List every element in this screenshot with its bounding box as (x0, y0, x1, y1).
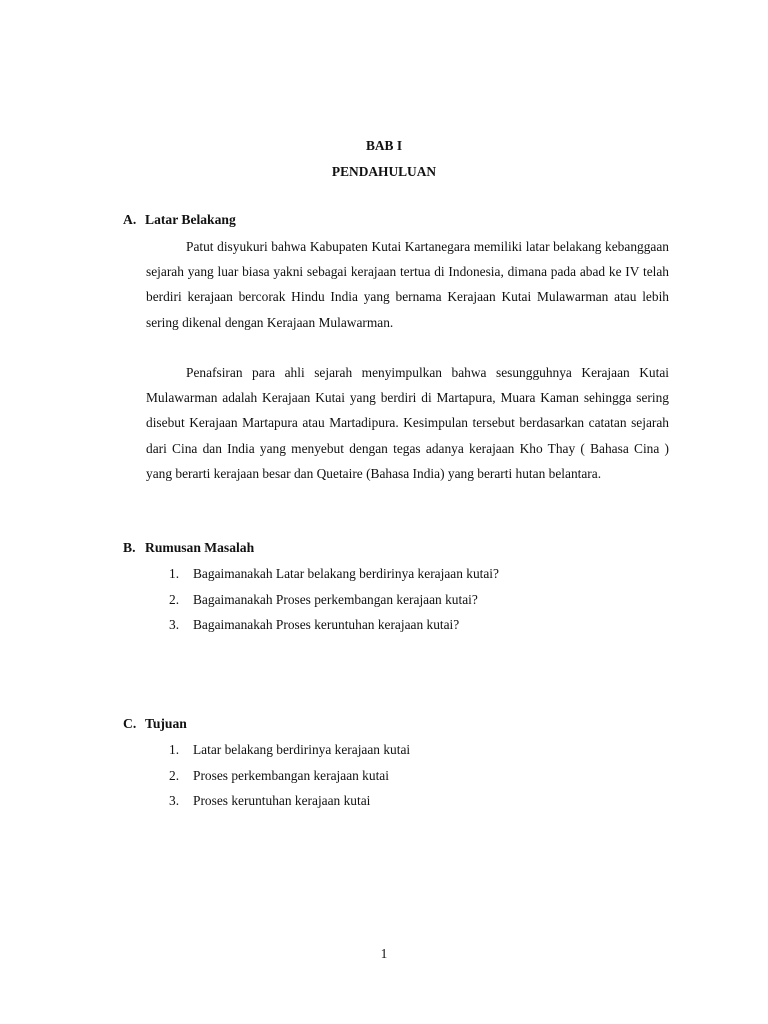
page-number: 1 (380, 946, 388, 961)
list-item (169, 615, 499, 641)
section-a-heading (123, 212, 236, 228)
list-item-text: Bagaimanakah Proses perkembangan kerajaan kutai? (193, 591, 478, 607)
list-item (169, 740, 410, 766)
list-item-number: 1. (169, 742, 180, 757)
section-a-paragraph-1: Patut disyukuri bahwa Kabupaten Kutai Kartanegara memiliki latar belakang kebanggaan sejarah yang luar biasa yakni sebagai kerajaan tertua di Indonesia, dimana pada abad ke IV telah berdiri kerajaan bercorak Hindu India yang bernama Kerajaan Kutai Mulawarman atau lebih sering dikenal dengan Kerajaan Mulawarman. (146, 239, 669, 330)
section-b-title: Rumusan Masalah (145, 540, 255, 555)
section-c-letter: C. (123, 716, 137, 731)
section-b-letter: B. (123, 540, 136, 555)
chapter-label: BAB I (365, 138, 403, 153)
section-c-list (169, 740, 410, 817)
list-item-text: Latar belakang berdirinya kerajaan kutai (193, 742, 411, 757)
section-b-list (169, 564, 499, 641)
list-item-number: 3. (169, 793, 180, 809)
list-item (169, 766, 410, 792)
section-c-title: Tujuan (145, 716, 187, 731)
list-item-number: 3. (169, 617, 180, 633)
list-item-text: Bagaimanakah Proses keruntuhan kerajaan kutai? (193, 617, 460, 633)
section-a-title: Latar Belakang (145, 212, 236, 227)
list-item-text: Bagaimanakah Latar belakang berdirinya kerajaan kutai? (193, 566, 499, 581)
list-item-number: 2. (169, 767, 180, 783)
section-c-heading (123, 716, 187, 732)
list-item-text: Proses keruntuhan kerajaan kutai (193, 793, 371, 809)
list-item (169, 564, 499, 590)
list-item-number: 1. (169, 566, 180, 581)
chapter-title: PENDAHULUAN (331, 164, 437, 179)
section-a-paragraph-2: Penafsiran para ahli sejarah menyimpulkan bahwa sesungguhnya Kerajaan Kutai Mulawarman adalah Kerajaan Kutai yang berdiri di Martapura, Muara Kaman sehingga sering disebut Kerajaan Martapura atau Martadipura. Kesimpulan tersebut berdasarkan catatan sejarah dari Cina dan India yang menyebut dengan tegas adanya kerajaan Kho Thay ( Bahasa Cina ) yang berarti kerajaan besar dan Quetaire (Bahasa India) yang berarti hutan belantara. (146, 365, 669, 481)
list-item-text: Proses perkembangan kerajaan kutai (193, 767, 389, 783)
section-a-letter: A. (123, 212, 137, 227)
list-item-number: 2. (169, 591, 180, 607)
list-item (169, 590, 499, 616)
list-item (169, 791, 410, 817)
section-b-heading (123, 540, 254, 556)
